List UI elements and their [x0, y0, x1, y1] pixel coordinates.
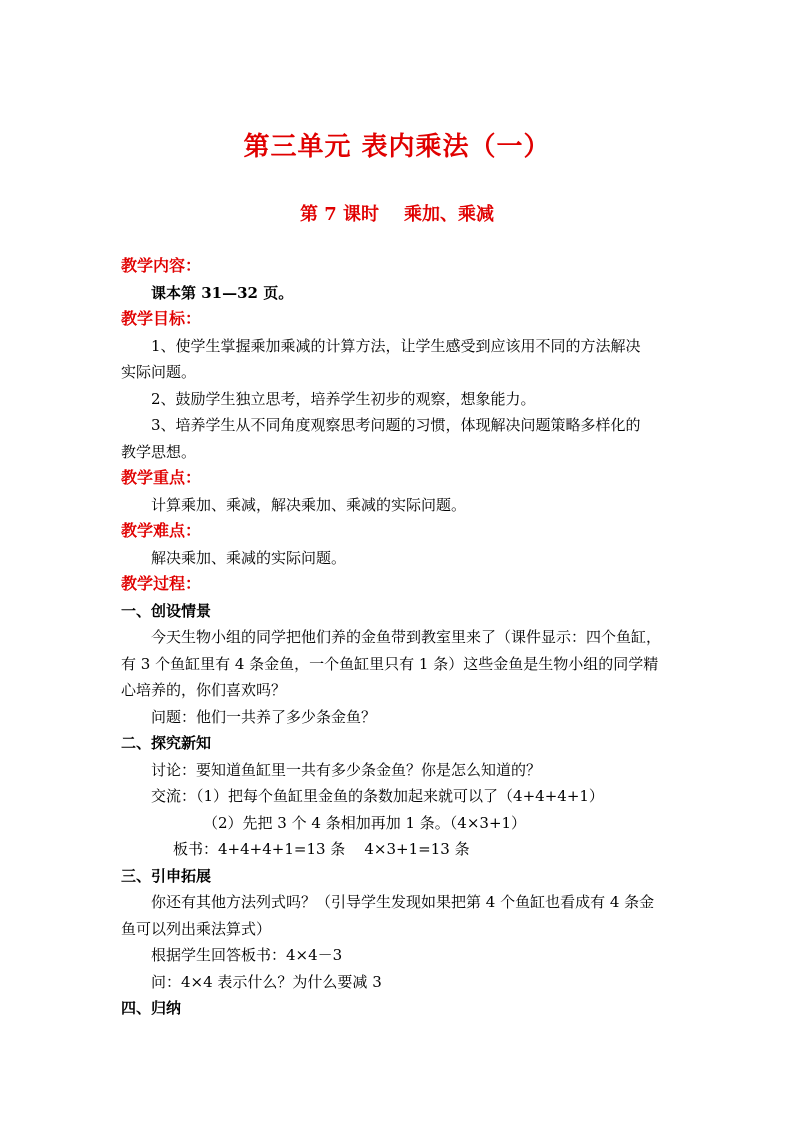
step-3-heading: 三、引申拓展 — [121, 866, 212, 885]
goal-3-line-1: 3、培养学生从不同角度观察思考问题的习惯，体现解决问题策略多样化的 — [151, 416, 641, 434]
step-3-line-2: 鱼可以列出乘法算式） — [121, 919, 272, 938]
step-3-board: 根据学生回答板书：4×4－3 — [151, 946, 343, 964]
step-2-exchange-2: （2）先把 3 个 4 条相加再加 1 条。（4×3+1） — [203, 813, 527, 832]
step-3-question: 问：4×4 表示什么？为什么要减 3 — [151, 972, 382, 991]
difficulty-text: 解决乘加、乘减的实际问题。 — [151, 548, 347, 567]
step-2-board: 板书：4+4+4+1=13 条 4×3+1=13 条 — [173, 840, 470, 858]
content-heading: 教学内容： — [121, 256, 202, 275]
step-1-heading: 一、创设情景 — [121, 601, 212, 620]
goals-heading: 教学目标： — [121, 309, 202, 328]
step-1-question: 问题：他们一共养了多少条金鱼？ — [151, 707, 377, 726]
goal-1-line-1: 1、使学生掌握乘加乘减的计算方法，让学生感受到应该用不同的方法解决 — [151, 336, 641, 355]
step-1-line-1: 今天生物小组的同学把他们养的金鱼带到教室里来了（课件显示：四个鱼缸， — [151, 628, 662, 646]
step-4-heading: 四、归纳 — [121, 999, 182, 1017]
goal-2: 2、鼓励学生独立思考，培养学生初步的观察，想象能力。 — [151, 389, 536, 408]
goal-3-line-2: 教学思想。 — [121, 442, 197, 461]
unit-title: 第三单元 表内乘法（一） — [243, 132, 551, 162]
step-2-heading: 二、探究新知 — [121, 734, 212, 752]
process-heading: 教学过程： — [121, 574, 202, 593]
step-1-line-2: 有 3 个鱼缸里有 4 条金鱼，一个鱼缸里只有 1 条）这些金鱼是生物小组的同学精 — [121, 654, 659, 673]
key-heading: 教学重点： — [121, 468, 202, 487]
content-text: 课本第 31—32 页。 — [151, 283, 294, 302]
lesson-subtitle: 第 7 课时 乘加、乘减 — [299, 204, 495, 225]
step-3-line-1: 你还有其他方法列式吗？（引导学生发现如果把第 4 个鱼缸也看成有 4 条金 — [151, 893, 655, 911]
step-2-exchange-1: 交流：（1）把每个鱼缸里金鱼的条数加起来就可以了（4+4+4+1） — [151, 787, 604, 805]
difficulty-heading: 教学难点： — [121, 521, 202, 540]
goal-1-line-2: 实际问题。 — [121, 363, 197, 381]
step-1-line-3: 心培养的，你们喜欢吗？ — [121, 681, 287, 699]
lesson-body — [121, 253, 681, 1022]
step-2-discussion: 讨论：要知道鱼缸里一共有多少条金鱼？你是怎么知道的？ — [151, 760, 542, 779]
key-text: 计算乘加、乘减，解决乘加、乘减的实际问题。 — [151, 495, 467, 514]
